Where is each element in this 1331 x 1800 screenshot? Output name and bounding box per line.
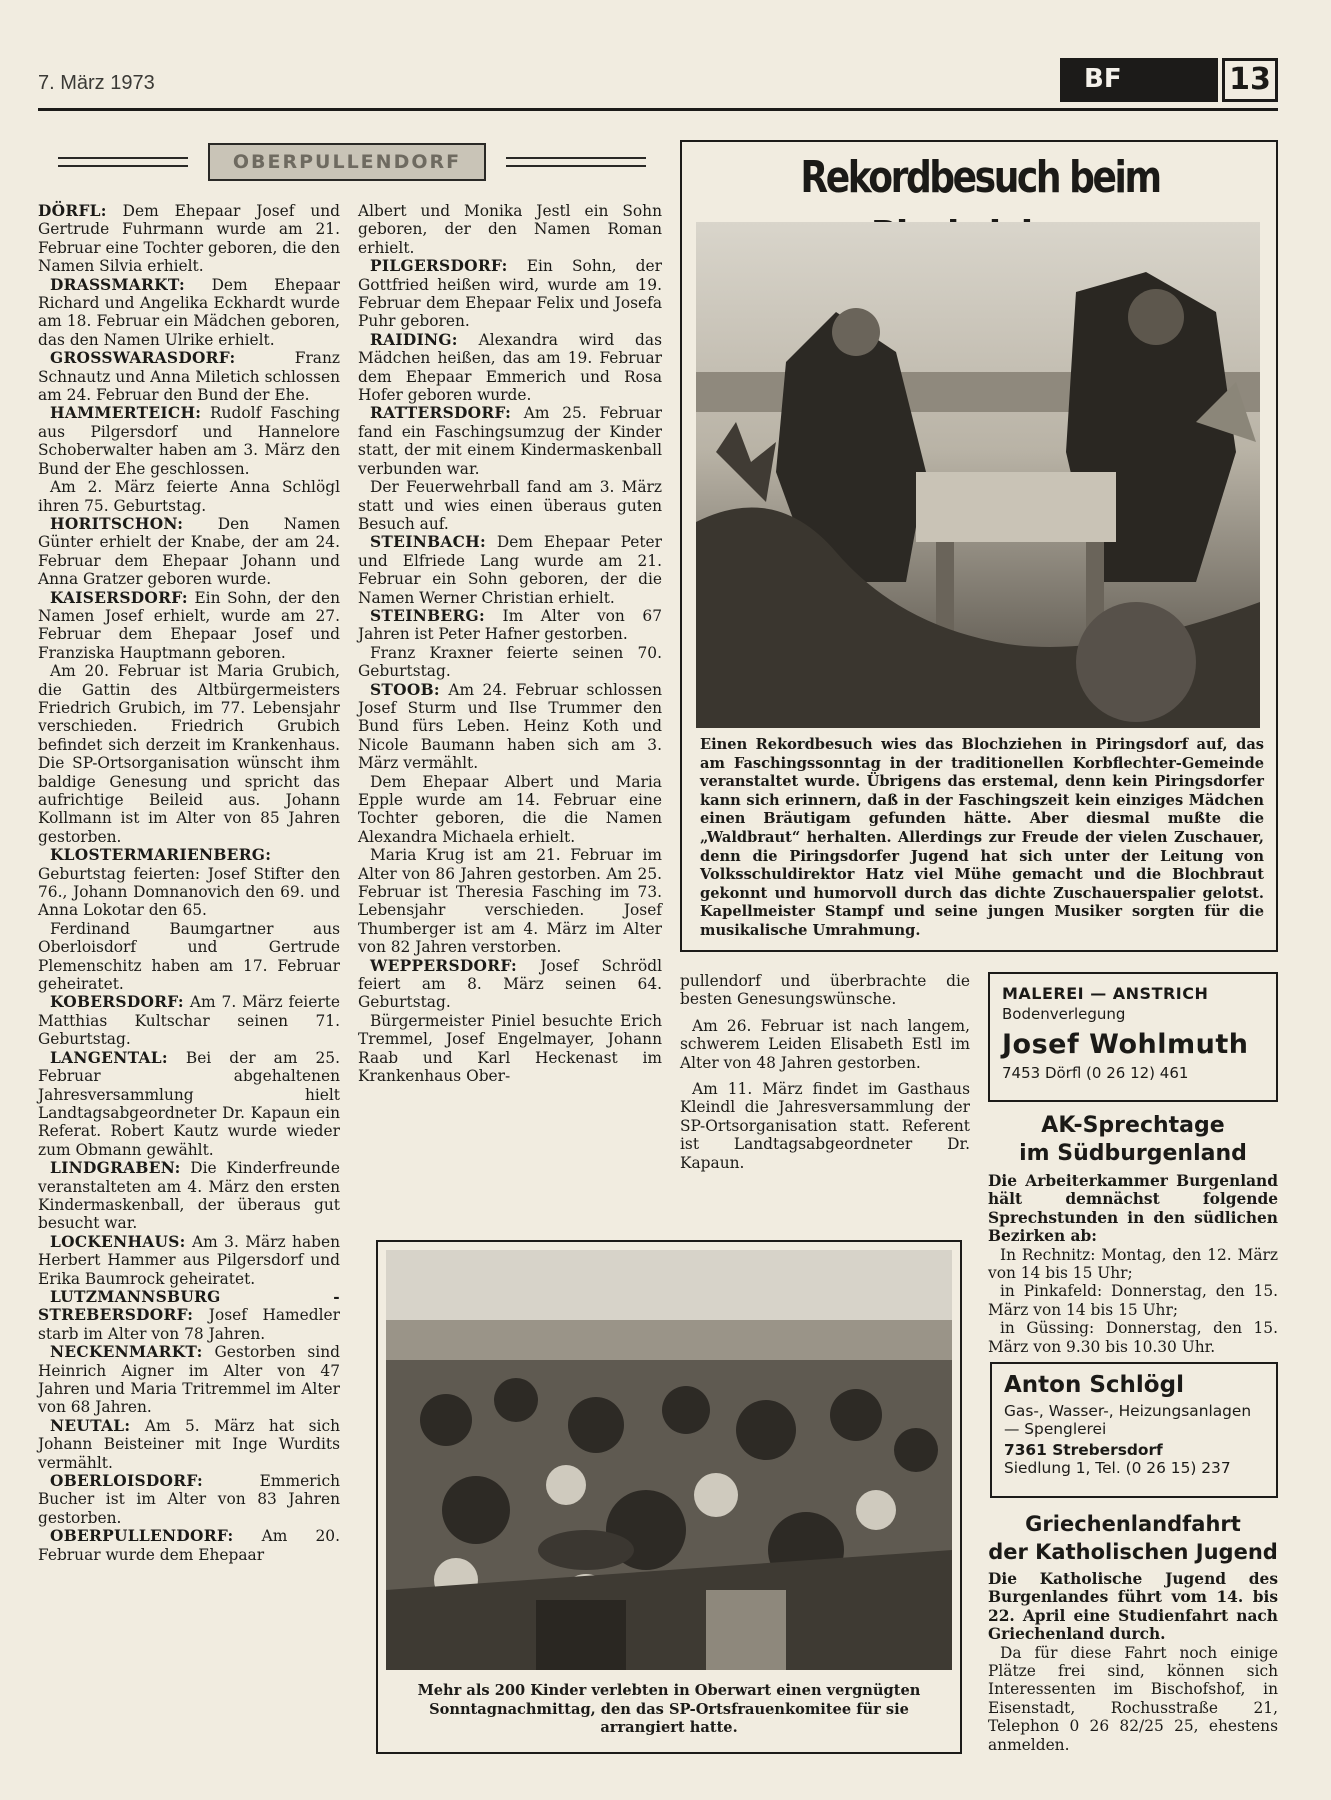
news-item: pullendorf und überbrachte die besten Genesungswünsche.	[680, 972, 970, 1009]
news-item: Der Feuerwehrball fand am 3. März statt und wies einen überaus guten Besuch auf.	[358, 478, 662, 533]
news-item: OBERPULLENDORF: Am 20. Februar wurde dem Ehepaar	[38, 1527, 340, 1564]
news-item: NECKENMARKT: Gestorben sind Heinrich Aigner im Alter von 47 Jahren und Maria Tritremmel im Alter von 68 Jahren.	[38, 1343, 340, 1417]
news-item: Bürgermeister Piniel besuchte Erich Tremmel, Josef Engelmayer, Johann Raab und Karl Heckenast im Krankenhaus Ober-	[358, 1011, 662, 1086]
ad-schloegl-phone: Siedlung 1, Tel. (0 26 15) 237	[1004, 1459, 1231, 1477]
news-item: KAISERSDORF: Ein Sohn, der den Namen Josef erhielt, wurde am 27. Februar dem Ehepaar Josef und Franziska Hauptmann geboren.	[38, 588, 340, 662]
blochziehen-photo-graphic	[696, 222, 1260, 728]
section-rule-right	[506, 157, 646, 167]
ad-schloegl-trade: Gas-, Wasser-, Heizungsanlagen	[1004, 1402, 1252, 1420]
ak-title: AK-Sprechtage im Südburgenland	[1019, 1113, 1247, 1166]
news-item: NEUTAL: Am 5. März hat sich Johann Beisteiner mit Inge Wurdits vermählt.	[38, 1416, 340, 1472]
ad-wohlmuth-name: Josef Wohlmuth	[1002, 1029, 1249, 1060]
news-item: PILGERSDORF: Ein Sohn, der Gottfried heißen wird, wurde am 19. Februar dem Ehepaar Felix und Josefa Puhr geboren.	[358, 257, 662, 331]
section-title: OBERPULLENDORF	[208, 143, 486, 181]
ad-schloegl-trade-2: — Spenglerei	[1004, 1420, 1107, 1438]
ad-wohlmuth-trade: MALEREI — ANSTRICH	[1002, 984, 1209, 1003]
greece-title: Griechenlandfahrt der Katholischen Jugend	[988, 1512, 1278, 1564]
ak-date-line: in Pinkafeld: Donnerstag, den 15. März von 14 bis 15 Uhr;	[988, 1282, 1278, 1319]
news-item: Franz Kraxner feierte seinen 70. Geburtstag.	[358, 643, 662, 681]
ak-date-line: In Rechnitz: Montag, den 12. März von 14 bis 15 Uhr;	[988, 1245, 1278, 1283]
news-item: DÖRFL: Dem Ehepaar Josef und Gertrude Fuhrmann wurde am 21. Februar eine Tochter geboren, die den Namen Silvia erhielt.	[38, 202, 340, 276]
news-item: Am 20. Februar ist Maria Grubich, die Gattin des Altbürgermeisters Friedrich Grubich, im 77. Lebensjahr verschieden. Friedrich Grubich befindet sich derzeit im Krankenhaus. Die SP-Ortsorganisation wünscht ihm baldige Genesung und spricht das aufrichtige Beileid aus. Johann Kollmann ist im Alter von 85 Jahren gestorben.	[38, 662, 340, 846]
news-item: LANGENTAL: Bei der am 25. Februar abgehaltenen Jahresversammlung hielt Landtagsabgeordneter Dr. Kapaun ein Referat. Robert Kautz wurde wieder zum Obmann gewählt.	[38, 1048, 340, 1159]
ak-date-line: in Güssing: Donnerstag, den 15. März von 9.30 bis 10.30 Uhr.	[988, 1319, 1278, 1356]
news-item: STOOB: Am 24. Februar schlossen Josef Sturm und Ilse Trummer den Bund fürs Leben. Heinz Koth und Nicole Baumann haben sich am 3. März vermählt.	[358, 680, 662, 773]
ad-wohlmuth-address: 7453 Dörfl (0 26 12) 461	[1002, 1064, 1189, 1082]
children-party-caption: Mehr als 200 Kinder verlebten in Oberwart einen vergnügten Sonntagnachmittag, den das SP-Ortsfrauenkomitee für sie arrangiert hatte.	[417, 1682, 921, 1737]
ak-notice	[988, 1172, 1278, 1356]
news-item: KLOSTERMARIENBERG: Geburtstag feierten: Josef Stifter den 76., Johann Domnanovich den 69. und Anna Lokotar den 65.	[38, 846, 340, 920]
greece-intro: Die Katholische Jugend des Burgenlandes führt vom 14. bis 22. April eine Studienfahrt nach Griechenland durch.	[988, 1570, 1278, 1644]
news-item: LINDGRABEN: Die Kinderfreunde veranstalteten am 4. März den ersten Kindermaskenball, der überaus gut besucht war.	[38, 1159, 340, 1233]
blochziehen-photo	[696, 222, 1260, 728]
news-item: Ferdinand Baumgartner aus Oberloisdorf und Gertrude Plemenschitz haben am 17. Februar geheiratet.	[38, 919, 340, 994]
news-item: Am 2. März feierte Anna Schlögl ihren 75. Geburtstag.	[38, 478, 340, 515]
news-item: Am 26. Februar ist nach langem, schwerem Leiden Elisabeth Estl im Alter von 48 Jahren gestorben.	[680, 1016, 970, 1072]
news-item: WEPPERSDORF: Josef Schrödl feiert am 8. März seinen 64. Geburtstag.	[358, 956, 662, 1012]
ad-schloegl-town: 7361 Strebersdorf	[1004, 1441, 1163, 1459]
ad-schloegl	[990, 1362, 1278, 1498]
ad-schloegl-name: Anton Schlögl	[1004, 1372, 1184, 1398]
news-item: RAIDING: Alexandra wird das Mädchen heißen, das am 19. Februar dem Ehepaar Emmerich und Rosa Hofer geboren wurde.	[358, 330, 662, 405]
news-item: Maria Krug ist am 21. Februar im Alter von 86 Jahren gestorben. Am 25. Februar ist Theresia Fasching im 73. Lebensjahr verschieden. Josef Thumberger ist am 4. März im Alter von 82 Jahren verstorben.	[358, 846, 662, 957]
news-column-2	[358, 202, 662, 1086]
ak-intro: Die Arbeiterkammer Burgenland hält demnächst folgende Sprechstunden in den südlichen Bezirken ab:	[988, 1172, 1278, 1246]
feature-caption: Einen Rekordbesuch wies das Blochziehen in Piringsdorf auf, das am Faschingssonntag in der traditionellen Korbflechter-Gemeinde veranstaltet wurde. Übrigens das erstemal, denn kein Piringsdorfer kann sich erinnern, daß in der Faschingszeit kein einziges Mädchen einen Bräutigam gefunden hätte. Aber diesmal mußte die „Waldbraut“ herhalten. Allerdings zur Freude der vielen Zuschauer, denn die Piringsdorfer Jugend hat sich unter der Leitung von Volksschuldirektor Hatz viel Mühe gemacht und die Blochbraut gekonnt und humorvoll durch das dichte Zuschauerspalier gelotst. Kapellmeister Stampf und seine jungen Musiker sorgten für die musikalische Umrahmung.	[700, 736, 1264, 939]
news-item: DRASSMARKT: Dem Ehepaar Richard und Angelika Eckhardt wurde am 18. Februar ein Mädchen geboren, das den Namen Ulrike erhielt.	[38, 275, 340, 349]
news-item: LOCKENHAUS: Am 3. März haben Herbert Hammer aus Pilgersdorf und Erika Baumrock geheiratet.	[38, 1232, 340, 1288]
news-item: GROSSWARASDORF: Franz Schnautz und Anna Miletich schlossen am 24. Februar den Bund der Ehe.	[38, 349, 340, 405]
ad-wohlmuth-service: Bodenverlegung	[1002, 1005, 1126, 1023]
news-column-1	[38, 202, 340, 1564]
issue-date: 7. März 1973	[38, 72, 155, 94]
greece-body: Da für diese Fahrt noch einige Plätze frei sind, können sich Interessenten im Bischofshof, in Eisenstadt, Rochusstraße 21, Telephon 0 26 82/25 25, ehestens anmelden.	[988, 1643, 1278, 1754]
news-item: Dem Ehepaar Albert und Maria Epple wurde am 14. Februar eine Tochter geboren, die die Namen Alexandra Michaela erhielt.	[358, 772, 662, 846]
news-item: STEINBERG: Im Alter von 67 Jahren ist Peter Hafner gestorben.	[358, 606, 662, 644]
news-item: RATTERSDORF: Am 25. Februar fand ein Faschingsumzug der Kinder statt, der mit einem Kindermaskenball verbunden war.	[358, 404, 662, 478]
page-number: 13	[1222, 58, 1278, 102]
header-rule	[38, 108, 1278, 111]
section-rule-left	[58, 157, 188, 167]
news-item: HAMMERTEICH: Rudolf Fasching aus Pilgersdorf und Hannelore Schoberwalter haben am 3. März den Bund der Ehe geschlossen.	[38, 404, 340, 478]
news-item: Am 11. März findet im Gasthaus Kleindl die Jahresversammlung der SP-Ortsorganisation statt. Referent ist Landtagsabgeordneter Dr. Kapaun.	[680, 1080, 970, 1172]
children-photo-frame	[376, 1240, 962, 1754]
news-item: LUTZMANNSBURG - STREBERSDORF: Josef Hamedler starb im Alter von 78 Jahren.	[38, 1287, 340, 1343]
news-item: KOBERSDORF: Am 7. März feierte Matthias Kultschar seinen 71. Geburtstag.	[38, 993, 340, 1049]
feature-headline: Rekordbesuch beim	[800, 152, 1160, 203]
paper-badge: BF	[1060, 58, 1218, 102]
news-item: STEINBACH: Dem Ehepaar Peter und Elfriede Lang wurde am 21. Februar ein Sohn geboren, der die Namen Werner Christian erhielt.	[358, 533, 662, 607]
news-column-3	[680, 972, 970, 1172]
news-item: Albert und Monika Jestl ein Sohn geboren, der den Namen Roman erhielt.	[358, 202, 662, 257]
ad-wohlmuth	[988, 972, 1278, 1102]
news-item: OBERLOISDORF: Emmerich Bucher ist im Alter von 83 Jahren gestorben.	[38, 1472, 340, 1527]
greece-notice	[988, 1570, 1278, 1754]
news-item: HORITSCHON: Den Namen Günter erhielt der Knabe, der am 24. Februar dem Ehepaar Johann und Anna Gratzer geboren wurde.	[38, 514, 340, 589]
